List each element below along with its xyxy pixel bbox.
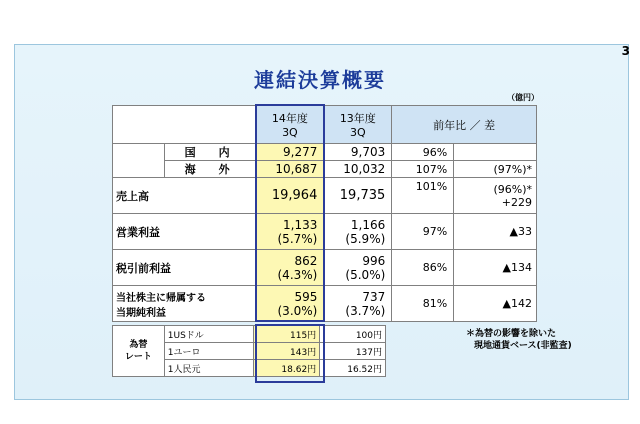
header-blank-cell [113,106,256,144]
difference: (96%)* +229 [454,178,537,214]
exchange-rate-table [112,325,386,377]
previous-rate: 100円 [320,326,386,343]
unit-label: （億円） [507,93,539,102]
row-label: 国 内 [164,144,256,161]
yoy-ratio: 107% [392,161,454,178]
rate-label: 為替 レート [113,326,165,377]
previous-value: 996 (5.0%) [324,250,392,286]
currency-name: 1ユーロ [164,343,254,360]
financial-summary-table [112,105,537,322]
yoy-ratio: 81% [392,286,454,322]
row-label: 税引前利益 [113,250,256,286]
difference [454,144,537,161]
page-title: 連結決算概要 [254,68,386,92]
current-rate: 115円 [254,326,320,343]
header-comparison: 前年比 ／ 差 [392,106,537,144]
row-label: 営業利益 [113,214,256,250]
yoy-ratio: 96% [392,144,454,161]
previous-value: 9,703 [324,144,392,161]
row-label: 当社株主に帰属する 当期純利益 [113,286,256,322]
current-rate: 143円 [254,343,320,360]
table-header-row [113,106,537,144]
table-row-sales [113,178,537,214]
yoy-ratio: 97% [392,214,454,250]
previous-value: 1,166 (5.9%) [324,214,392,250]
current-value: 595 (3.0%) [256,286,324,322]
difference: ▲33 [454,214,537,250]
header-previous-period: 13年度 3Q [324,106,392,144]
current-rate: 18.62円 [254,360,320,377]
yoy-ratio: 101% [392,178,454,214]
previous-rate: 137円 [320,343,386,360]
previous-value: 19,735 [324,178,392,214]
table-row-operating-income [113,214,537,250]
difference: (97%)* [454,161,537,178]
previous-value: 737 (3.7%) [324,286,392,322]
table-row-pretax-income [113,250,537,286]
current-value: 19,964 [256,178,324,214]
row-label: 売上高 [113,178,256,214]
table-row-domestic [113,144,537,161]
current-value: 9,277 [256,144,324,161]
footnote-line: 現地通貨ベース(非監査) [474,341,572,351]
row-label: 海 外 [164,161,256,178]
current-value: 862 (4.3%) [256,250,324,286]
difference: ▲134 [454,250,537,286]
table-row-net-income [113,286,537,322]
footnote-line: ＊為替の影響を除いた [466,329,557,339]
currency-name: 1USドル [164,326,254,343]
footnote [466,328,572,352]
current-value: 10,687 [256,161,324,178]
difference: ▲142 [454,286,537,322]
current-value: 1,133 (5.7%) [256,214,324,250]
table-row-usd [113,326,386,343]
page-number: 3 [621,44,630,58]
header-current-period: 14年度 3Q [256,106,324,144]
table-row-overseas [113,161,537,178]
previous-value: 10,032 [324,161,392,178]
previous-rate: 16.52円 [320,360,386,377]
currency-name: 1人民元 [164,360,254,377]
yoy-ratio: 86% [392,250,454,286]
